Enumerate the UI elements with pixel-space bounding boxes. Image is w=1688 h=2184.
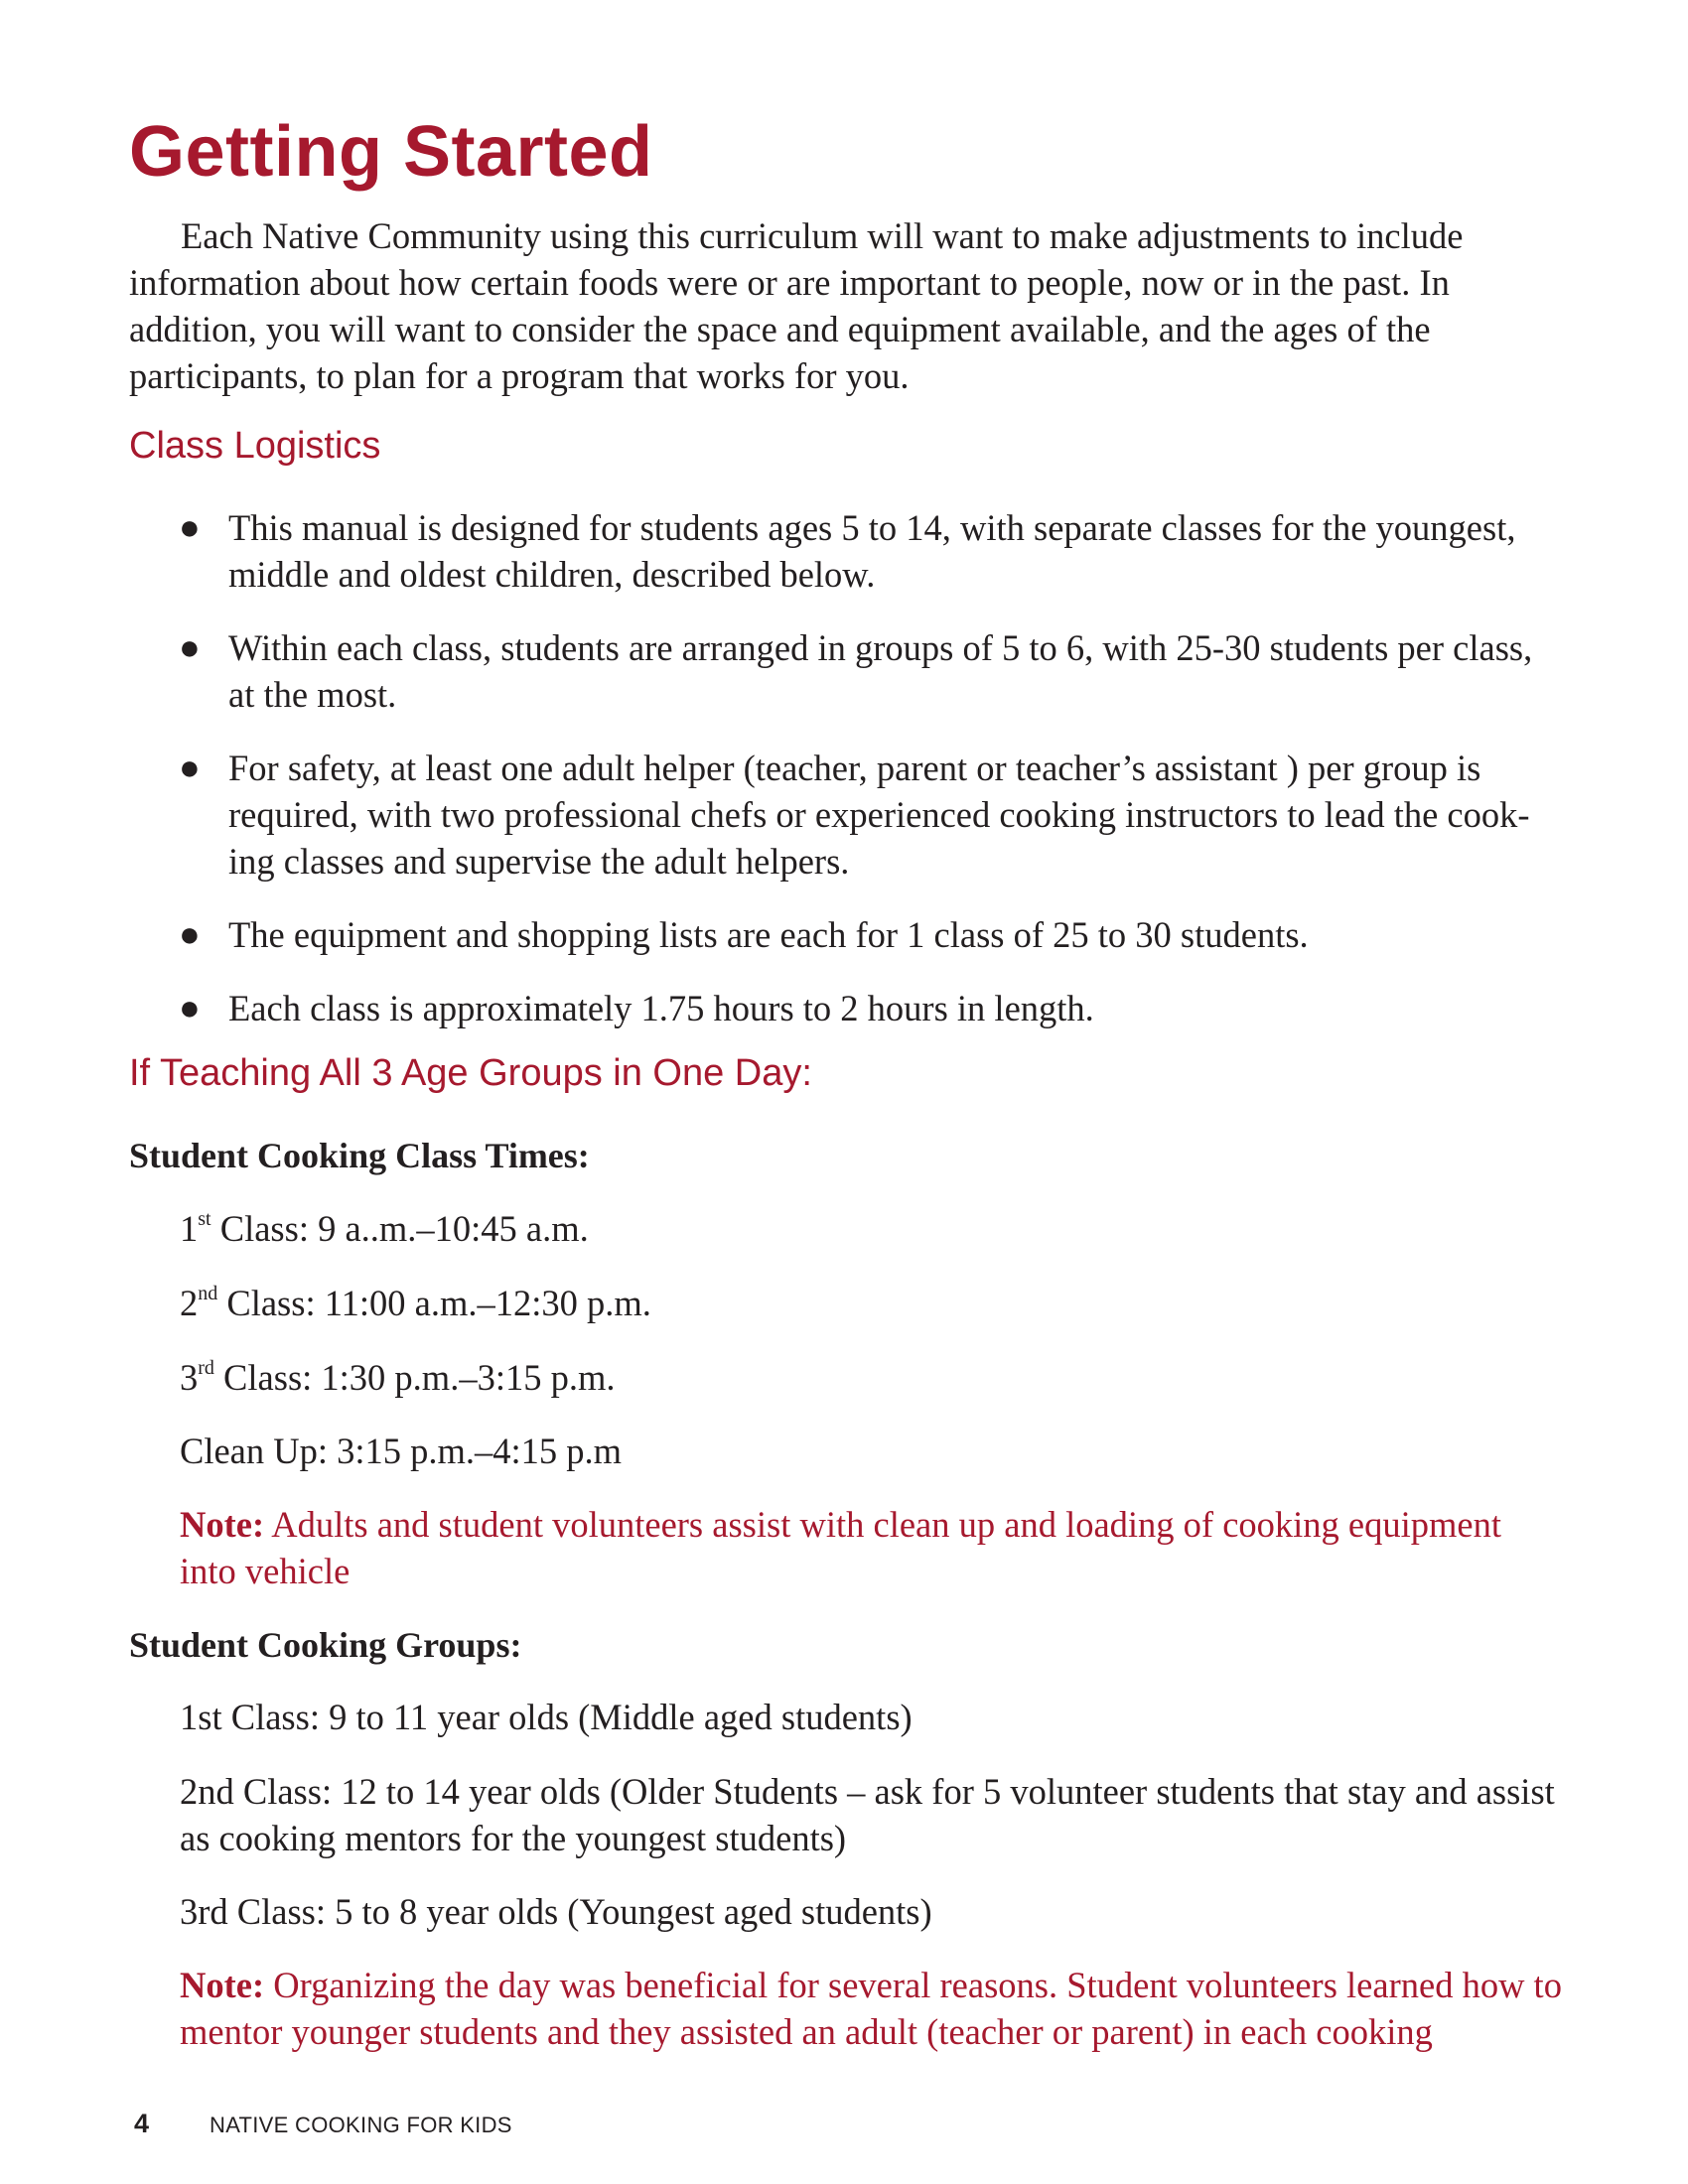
running-footer-title: NATIVE COOKING FOR KIDS <box>210 2113 512 2137</box>
class-time-ordinal: nd <box>198 1283 218 1304</box>
list-item-text: The equipment and shopping lists are each for 1 class of 25 to 30 students. <box>228 914 1309 955</box>
class-time-2 <box>180 1280 1570 1326</box>
bullet-icon: ● <box>179 627 201 667</box>
list-item <box>129 745 1559 885</box>
class-time-num: 1 <box>180 1208 199 1249</box>
list-item-text: Within each class, students are arranged in groups of 5 to 6, with 25-30 students per class, at the most. <box>228 627 1533 715</box>
list-item <box>129 504 1559 598</box>
subheading-class-times: Student Cooking Class Times: <box>129 1136 590 1175</box>
note-text: Organizing the day was beneficial for several reasons. Student volunteers learned how to mentor younger students and they assisted an adult (teacher or parent) in each cooking <box>180 1965 1562 2052</box>
list-item-text: This manual is designed for students ages 5 to 14, with separate classes for the youngest, middle and oldest children, described below. <box>228 507 1516 595</box>
logistics-bullet-list <box>129 504 1559 1058</box>
list-item <box>129 624 1559 718</box>
group-line-3: 3rd Class: 5 to 8 year olds (Youngest aged students) <box>180 1891 932 1932</box>
class-time-ordinal: st <box>198 1208 211 1230</box>
note-text: Adults and student volunteers assist with clean up and loading of cooking equipment into vehicle <box>180 1504 1501 1591</box>
class-time-3 <box>180 1354 1570 1401</box>
list-item <box>129 985 1559 1031</box>
clean-up-time <box>180 1428 1570 1474</box>
section-heading-one-day: If Teaching All 3 Age Groups in One Day: <box>129 1052 812 1094</box>
subheading-cooking-groups: Student Cooking Groups: <box>129 1625 522 1665</box>
group-line-2: 2nd Class: 12 to 14 year olds (Older Students – ask for 5 volunteer students that stay and assist as cooking mentors for the youngest students) <box>180 1771 1555 1858</box>
note-organizing <box>180 1962 1565 2055</box>
section-heading-class-logistics: Class Logistics <box>129 425 381 467</box>
page-number: 4 <box>134 2109 150 2138</box>
class-time-1 <box>180 1205 1570 1252</box>
note-label: Note: <box>180 1965 265 2005</box>
bullet-icon: ● <box>179 914 201 954</box>
class-time-ordinal: rd <box>198 1357 214 1379</box>
group-line-1: 1st Class: 9 to 11 year olds (Middle aged students) <box>180 1697 913 1737</box>
class-time-text: Class: 11:00 a.m.–12:30 p.m. <box>217 1283 651 1323</box>
note-clean-up <box>180 1501 1565 1594</box>
list-item-text: Each class is approximately 1.75 hours to 2 hours in length. <box>228 988 1094 1028</box>
intro-paragraph: Each Native Community using this curriculum will want to make adjustments to include information about how certain foods were or are important to people, now or in the past. In addition, you will want to consider the space and equipment available, and the ages of the participants, to plan for a program that works for you. <box>129 215 1464 396</box>
class-time-text: Class: 9 a..m.–10:45 a.m. <box>211 1208 589 1249</box>
class-time-num: 3 <box>180 1357 199 1398</box>
page-title: Getting Started <box>129 112 653 192</box>
clean-up-text: Clean Up: 3:15 p.m.–4:15 p.m <box>180 1431 623 1471</box>
class-time-text: Class: 1:30 p.m.–3:15 p.m. <box>213 1357 616 1398</box>
list-item <box>129 911 1559 958</box>
class-time-num: 2 <box>180 1283 199 1323</box>
list-item-text: For safety, at least one adult helper (teacher, parent or teacher’s assistant ) per group is required, with two professional chefs or experienced cooking instructors to lead the cook-ing classes and supervise the adult helpers. <box>228 748 1530 882</box>
note-label: Note: <box>180 1504 265 1545</box>
bullet-icon: ● <box>179 748 201 787</box>
bullet-icon: ● <box>179 507 201 547</box>
bullet-icon: ● <box>179 988 201 1027</box>
